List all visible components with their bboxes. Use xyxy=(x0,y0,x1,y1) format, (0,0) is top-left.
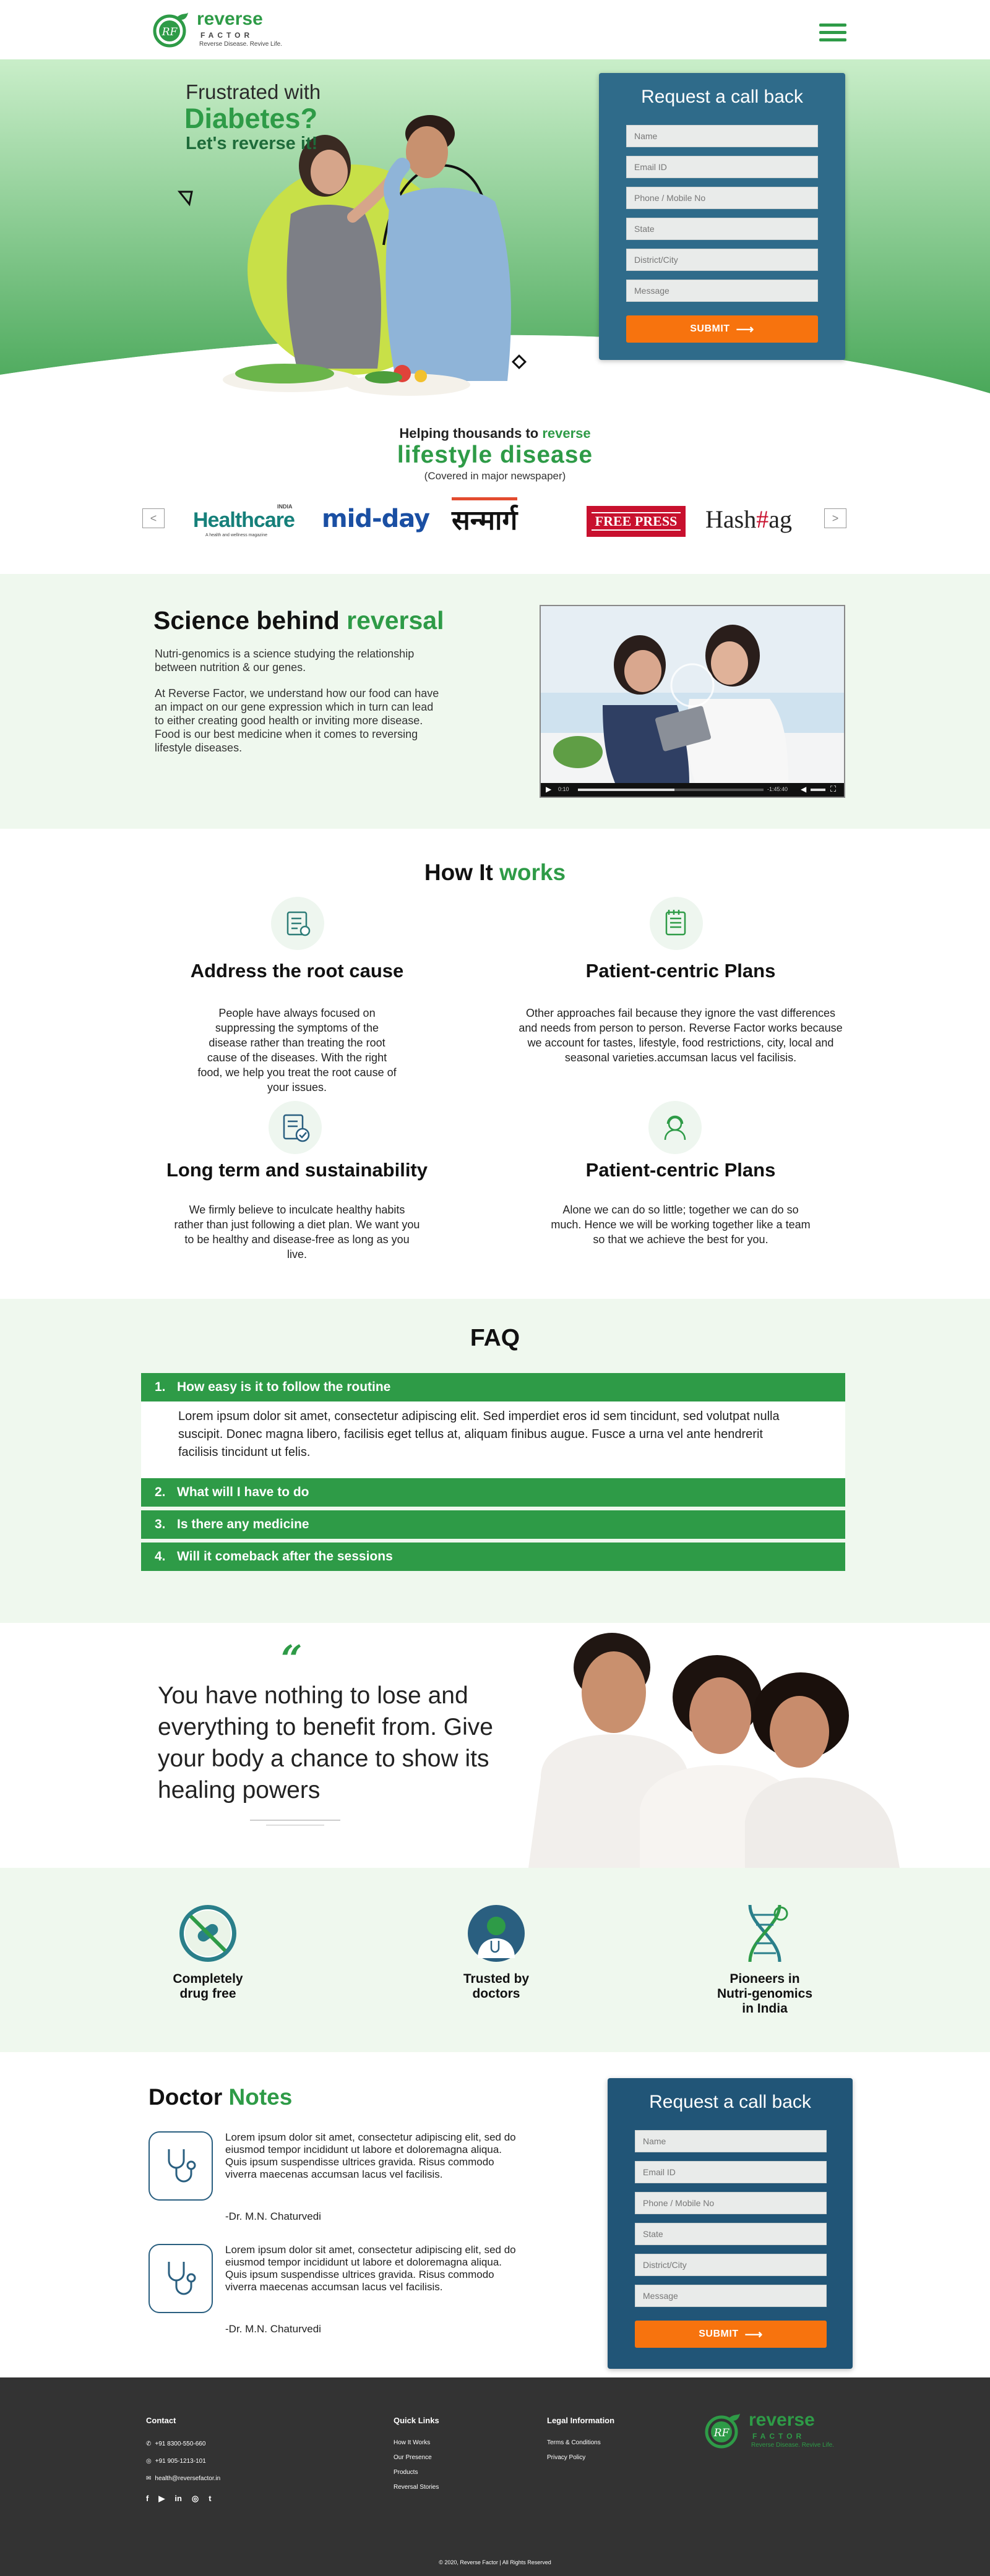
feature-2-line2: doctors xyxy=(472,1987,520,2001)
carousel-next-button[interactable] xyxy=(824,508,846,528)
svg-text:RF: RF xyxy=(161,26,178,38)
phone-input[interactable]: Phone / Mobile No xyxy=(635,2192,827,2214)
logo-hashtag xyxy=(705,505,792,534)
notes-section xyxy=(0,2052,990,2377)
checklist-icon xyxy=(271,897,324,950)
footer-phone-1[interactable] xyxy=(146,2441,205,2447)
logo-sanmarg: सन्मार्ग xyxy=(452,497,517,537)
how-item-4-text: Alone we can do so little; together we can do so much. Hence we will be working together like a team so that we achieve the best for you. xyxy=(551,1204,811,1246)
video-progress-bar[interactable] xyxy=(578,789,764,791)
email-input[interactable]: Email ID xyxy=(635,2161,827,2183)
faq-number: 1. xyxy=(155,1380,166,1394)
faq-question-3[interactable] xyxy=(141,1510,845,1539)
how-item-1-title: Address the root cause xyxy=(190,960,404,982)
science-section xyxy=(0,574,990,829)
quote-divider-2 xyxy=(266,1825,324,1826)
hero-line2: Diabetes? xyxy=(184,103,318,134)
press-heading xyxy=(0,426,990,442)
district-input[interactable]: District/City xyxy=(626,249,818,271)
notes-title-accent: Notes xyxy=(228,2084,293,2110)
press-section xyxy=(0,421,990,569)
footer-legal-title: Legal Information xyxy=(547,2416,615,2425)
phone-icon: ✆ xyxy=(146,2441,152,2447)
how-title-main: How It xyxy=(424,860,493,885)
healthcare-sub: A health and wellness magazine xyxy=(205,533,268,537)
feature-pioneers xyxy=(703,1901,827,2037)
doctor-icon xyxy=(464,1901,528,1966)
message-input[interactable]: Message xyxy=(635,2285,827,2307)
notes-title xyxy=(148,2084,292,2110)
video-progress-fill xyxy=(578,789,674,791)
feature-3-line3: in India xyxy=(742,2001,788,2016)
callback-form-title: Request a call back xyxy=(649,2092,811,2112)
chevron-right-icon: > xyxy=(832,511,839,524)
note-1-author: -Dr. M.N. Chaturvedi xyxy=(225,2210,321,2222)
quote-mark: “ xyxy=(281,1638,303,1681)
social-icons xyxy=(146,2494,212,2504)
how-title xyxy=(0,860,990,886)
feature-2-line1: Trusted by xyxy=(463,1972,530,1986)
footer-contact-title: Contact xyxy=(146,2416,176,2425)
footer-phone-1-text: +91 8300-550-660 xyxy=(155,2441,206,2447)
hero-section xyxy=(0,59,990,406)
footer-link-presence[interactable]: Our Presence xyxy=(394,2454,432,2461)
submit-label: SUBMIT xyxy=(699,2329,739,2339)
logo-mark-icon xyxy=(702,2412,741,2449)
faq-question-text: What will I have to do xyxy=(177,1485,309,1499)
submit-label: SUBMIT xyxy=(690,323,730,334)
faq-question-4[interactable] xyxy=(141,1543,845,1571)
press-line2: lifestyle disease xyxy=(397,442,593,468)
note-1-text: Lorem ipsum dolor sit amet, consectetur adipiscing elit, sed do eiusmod tempor incididunt ut labore et doloremagna aliqua. Quis ipsum suspendisse ultrices gravida. Risus commodo viverra maecenas accumsan lacus vel facilisis. xyxy=(225,2131,516,2180)
footer-quick-title: Quick Links xyxy=(394,2416,439,2425)
logo[interactable] xyxy=(150,9,286,52)
hashtag-part-a: Hash xyxy=(705,505,757,533)
stethoscope-icon xyxy=(148,2244,213,2313)
footer-link-privacy[interactable]: Privacy Policy xyxy=(547,2454,586,2461)
how-item-3-text: We firmly believe to inculcate healthy habits rather than just following a diet plan. We want you to be healthy and disease-free as long as you live. xyxy=(174,1204,420,1260)
logo-healthcare xyxy=(193,502,298,539)
state-input[interactable]: State xyxy=(626,218,818,240)
logo-tagline: Reverse Disease. Revive Life. xyxy=(751,2442,834,2449)
press-line1-accent: reverse xyxy=(542,426,591,441)
hamburger-menu-icon[interactable] xyxy=(819,24,846,42)
arrow-right-icon: ⟶ xyxy=(736,322,754,336)
logo-word: reverse xyxy=(197,9,263,29)
twitter-icon[interactable]: t xyxy=(209,2494,212,2503)
faq-section xyxy=(0,1299,990,1623)
facebook-icon[interactable]: f xyxy=(146,2494,149,2503)
email-input[interactable]: Email ID xyxy=(626,156,818,178)
video-controls xyxy=(541,783,844,797)
how-title-accent: works xyxy=(499,860,566,885)
faq-number: 3. xyxy=(155,1517,166,1531)
linkedin-icon[interactable]: in xyxy=(174,2494,182,2503)
site-header xyxy=(0,0,990,59)
logo-tagline: Reverse Disease. Revive Life. xyxy=(199,41,282,48)
instagram-icon[interactable]: ◎ xyxy=(191,2494,199,2503)
faq-title: FAQ xyxy=(470,1325,520,1351)
feature-1-line2: drug free xyxy=(179,1987,236,2001)
message-input[interactable]: Message xyxy=(626,280,818,302)
logo-word: reverse xyxy=(749,2410,815,2430)
footer-copyright: © 2020, Reverse Factor | All Rights Reserved xyxy=(439,2559,551,2565)
submit-button[interactable] xyxy=(626,315,818,343)
logo-sub: FACTOR xyxy=(752,2432,806,2441)
how-item-2-text: Other approaches fail because they ignore the vast differences and needs from person to person. Reverse Factor works because we account for tastes, lifestyle, food restrictions, city, local and seasonal varieties.accumsan lacus vel facilisis. xyxy=(519,1007,843,1064)
science-title-accent: reversal xyxy=(346,606,444,635)
footer-link-how[interactable]: How It Works xyxy=(394,2439,431,2446)
hashtag-part-c: ag xyxy=(768,505,792,533)
hero-line3: Let's reverse it! xyxy=(186,134,318,153)
faq-question-1[interactable] xyxy=(141,1373,845,1401)
notes-title-main: Doctor xyxy=(148,2084,223,2110)
features-section xyxy=(0,1868,990,2052)
fullscreen-icon[interactable]: ⛶ xyxy=(830,784,837,794)
feature-trusted-doctors xyxy=(434,1901,558,2025)
chevron-left-icon: < xyxy=(150,511,157,524)
faq-question-2[interactable] xyxy=(141,1478,845,1507)
video-thumbnail-image xyxy=(541,606,844,783)
arrow-right-icon: ⟶ xyxy=(744,2327,763,2342)
faq-question-text: How easy is it to follow the routine xyxy=(177,1380,391,1394)
district-input[interactable]: District/City xyxy=(635,2254,827,2276)
logo-freepress xyxy=(587,506,686,537)
note-2-author: -Dr. M.N. Chaturvedi xyxy=(225,2323,321,2335)
stethoscope-icon xyxy=(148,2131,213,2201)
footer-logo[interactable] xyxy=(702,2410,850,2453)
state-input[interactable]: State xyxy=(635,2223,827,2245)
feature-1-line1: Completely xyxy=(173,1972,243,1986)
doctor-support-icon xyxy=(648,1101,702,1154)
submit-button[interactable] xyxy=(635,2321,827,2348)
quote-section xyxy=(0,1623,990,1868)
how-item-3-title: Long term and sustainability xyxy=(166,1159,428,1181)
press-line3: (Covered in major newspaper) xyxy=(424,470,566,482)
quote-divider xyxy=(250,1820,340,1821)
clipboard-check-icon xyxy=(269,1101,322,1154)
play-icon[interactable]: ▶ xyxy=(546,785,552,794)
faq-number: 2. xyxy=(155,1485,166,1499)
hero-line1: Frustrated with xyxy=(186,80,321,103)
feature-3-line1: Pioneers in xyxy=(730,1972,800,1986)
footer-link-terms[interactable]: Terms & Conditions xyxy=(547,2439,601,2446)
callback-form-title: Request a call back xyxy=(641,87,803,107)
name-input[interactable]: Name xyxy=(626,125,818,147)
footer-phone-2-text: +91 905-1213-101 xyxy=(155,2458,206,2465)
footer-email-text: health@reversefactor.in xyxy=(155,2475,221,2482)
science-paragraph-2: At Reverse Factor, we understand how our food can have an impact on our gene expression which in turn can lead to either creating good health or inviting more disease. Food is our best medicine when it comes to reversing lifestyle diseases. xyxy=(155,687,439,754)
whatsapp-icon: ◎ xyxy=(146,2458,152,2465)
video-time-remaining: -1:45:40 xyxy=(767,786,788,792)
faq-answer-text: Lorem ipsum dolor sit amet, consectetur adipiscing elit. Sed imperdiet eros id sem tincidunt, sed volutpat nulla suscipit. Donec magna libero, facilisis eget tellus at, aliquam finibus augue. Fusce a urna vel ante hendrerit facilisis tincidunt ut felis. xyxy=(178,1410,780,1459)
how-item-2-title: Patient-centric Plans xyxy=(585,960,776,982)
logo-sub: FACTOR xyxy=(200,31,254,40)
dna-icon xyxy=(735,1901,794,1966)
phone-input[interactable]: Phone / Mobile No xyxy=(626,187,818,209)
how-section xyxy=(0,829,990,1299)
footer-link-products[interactable]: Products xyxy=(394,2469,418,2476)
science-title-main: Science behind xyxy=(153,606,340,635)
logo-mark-icon xyxy=(150,11,189,48)
carousel-prev-button[interactable] xyxy=(142,508,165,528)
healthcare-badge: INDIA xyxy=(277,503,293,510)
feature-drug-free xyxy=(146,1901,270,2025)
footer-link-stories[interactable]: Reversal Stories xyxy=(394,2484,439,2491)
family-photo-image xyxy=(454,1623,943,1868)
faq-question-text: Is there any medicine xyxy=(177,1517,309,1531)
freepress-word: FREE PRESS xyxy=(592,512,681,531)
video-time-elapsed: 0:10 xyxy=(558,786,569,792)
feature-3-line2: Nutri-genomics xyxy=(717,1987,812,2001)
youtube-icon[interactable]: ▶ xyxy=(158,2494,165,2503)
press-line1: Helping thousands to xyxy=(399,426,539,441)
logo-midday: mid-day xyxy=(322,505,430,533)
science-paragraph-1: Nutri-genomics is a science studying the relationship between nutrition & our genes. xyxy=(155,648,415,674)
footer-email[interactable] xyxy=(146,2475,220,2482)
how-item-1-text: People have always focused on suppressing the symptoms of the disease rather than treating the root cause of the diseases. With the right food, we help you treat the root cause of your issues. xyxy=(197,1007,397,1093)
no-drugs-icon xyxy=(176,1901,240,1966)
svg-text:RF: RF xyxy=(713,2427,730,2439)
callback-form xyxy=(599,73,845,360)
video-player[interactable] xyxy=(540,605,845,798)
mail-icon: ✉ xyxy=(146,2475,152,2482)
meal-plan-icon xyxy=(650,897,703,950)
faq-answer-1 xyxy=(141,1401,845,1478)
note-2-text: Lorem ipsum dolor sit amet, consectetur adipiscing elit, sed do eiusmod tempor incididunt ut labore et doloremagna aliqua. Quis ipsum suspendisse ultrices gravida. Risus commodo viverra maecenas accumsan lacus vel facilisis. xyxy=(225,2244,516,2293)
volume-icon[interactable]: ◀ xyxy=(801,785,807,794)
how-item-4-title: Patient-centric Plans xyxy=(585,1159,776,1181)
faq-number: 4. xyxy=(155,1549,166,1564)
site-footer xyxy=(0,2377,990,2576)
volume-slider[interactable] xyxy=(811,789,825,791)
hashtag-part-b: # xyxy=(756,505,769,533)
healthcare-word: Healthcare xyxy=(193,508,295,532)
quote-text: You have nothing to lose and everything to benefit from. Give your body a chance to show its healing powers xyxy=(158,1682,493,1804)
callback-form-2 xyxy=(608,2078,853,2369)
science-title xyxy=(153,606,444,635)
name-input[interactable]: Name xyxy=(635,2130,827,2152)
footer-phone-2[interactable] xyxy=(146,2458,206,2465)
faq-question-text: Will it comeback after the sessions xyxy=(177,1549,393,1564)
